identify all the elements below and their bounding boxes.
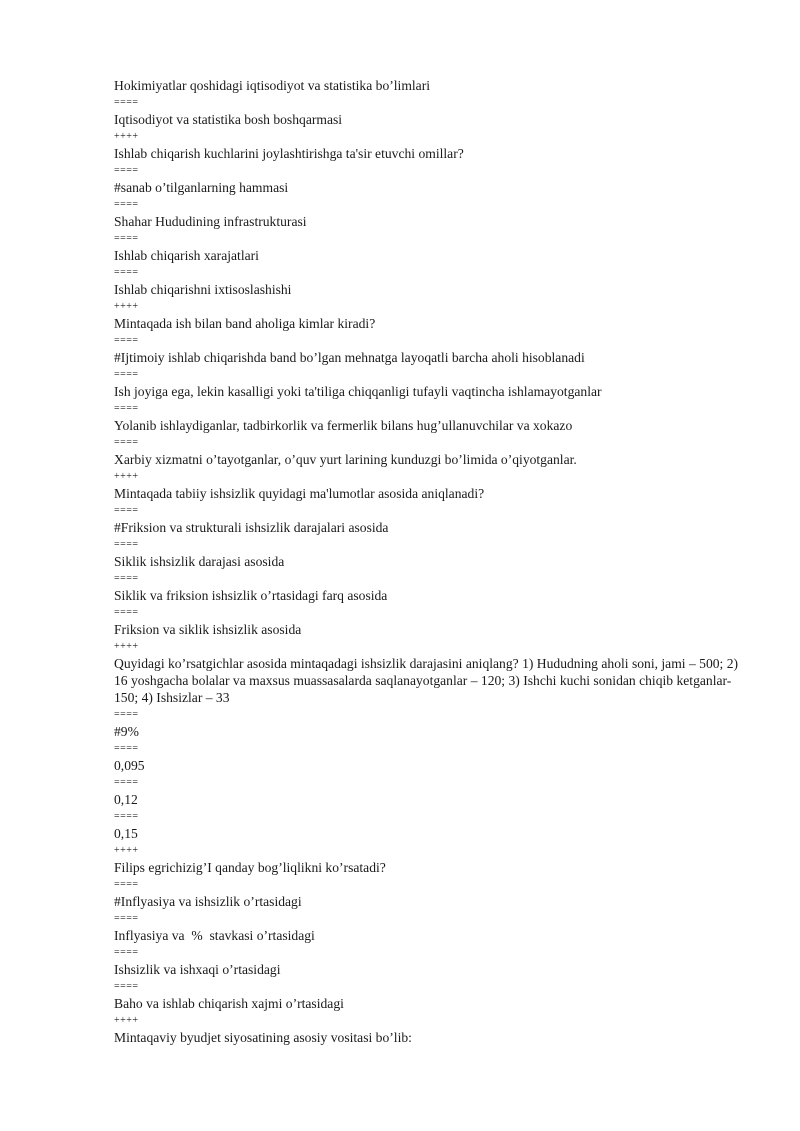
separator-line: ====	[114, 369, 139, 380]
text-line: 0,095	[114, 758, 145, 773]
separator-line: ====	[114, 879, 139, 890]
text-line: Baho va ishlab chiqarish xajmi o’rtasidagi	[114, 996, 344, 1011]
separator-line: ++++	[114, 1015, 139, 1026]
text-line: #Inflyasiya va ishsizlik o’rtasidagi	[114, 894, 302, 909]
text-line: Shahar Hududining infrastrukturasi	[114, 214, 307, 229]
separator-line: ====	[114, 607, 139, 618]
text-line: Ishsizlik va ishxaqi o’rtasidagi	[114, 962, 281, 977]
separator-line: ====	[114, 233, 139, 244]
document-body	[114, 77, 744, 1046]
text-line: Friksion va siklik ishsizlik asosida	[114, 622, 302, 637]
separator-line: ====	[114, 743, 139, 754]
separator-line: ====	[114, 981, 139, 992]
separator-line: ++++	[114, 845, 139, 856]
text-line: #Friksion va strukturali ishsizlik darajalari asosida	[114, 520, 389, 535]
text-line: Inflyasiya va % stavkasi o’rtasidagi	[114, 928, 315, 943]
separator-line: ++++	[114, 471, 139, 482]
separator-line: ++++	[114, 131, 139, 142]
separator-line: ====	[114, 505, 139, 516]
text-line: 0,12	[114, 792, 138, 807]
question-paragraph: Quyidagi ko’rsatgichlar asosida mintaqadagi ishsizlik darajasini aniqlang? 1) Hududning aholi soni, jami – 500; 2) 16 yoshgacha bolalar va maxsus muassasalarda saqlanayotganlar – 120; 3) Ishchi kuchi sonidan chiqib ketganlar-150; 4) Ishsizlar – 33	[114, 656, 739, 705]
text-line: Mintaqada tabiiy ishsizlik quyidagi ma'lumotlar asosida aniqlanadi?	[114, 486, 485, 501]
separator-line: ====	[114, 811, 139, 822]
separator-line: ====	[114, 199, 139, 210]
separator-line: ====	[114, 97, 139, 108]
text-line: Mintaqaviy byudjet siyosatining asosiy vositasi bo’lib:	[114, 1030, 412, 1045]
text-line: Siklik va friksion ishsizlik o’rtasidagi farq asosida	[114, 588, 388, 603]
text-line: #Ijtimoiy ishlab chiqarishda band bo’lgan mehnatga layoqatli barcha aholi hisoblanadi	[114, 350, 585, 365]
text-line: Siklik ishsizlik darajasi asosida	[114, 554, 285, 569]
text-line: 0,15	[114, 826, 138, 841]
separator-line: ====	[114, 267, 139, 278]
separator-line: ====	[114, 573, 139, 584]
text-line: #sanab o’tilganlarning hammasi	[114, 180, 289, 195]
text-line: Mintaqada ish bilan band aholiga kimlar kiradi?	[114, 316, 376, 331]
text-line: Xarbiy xizmatni o’tayotganlar, o’quv yurt larining kunduzgi bo’limida o’qiyotganlar.	[114, 452, 577, 467]
separator-line: ++++	[114, 641, 139, 652]
separator-line: ====	[114, 777, 139, 788]
text-line: Ishlab chiqarish xarajatlari	[114, 248, 259, 263]
text-line: Yolanib ishlaydiganlar, tadbirkorlik va fermerlik bilans hug’ullanuvchilar va xokazo	[114, 418, 573, 433]
separator-line: ++++	[114, 301, 139, 312]
text-line: Ishlab chiqarish kuchlarini joylashtirishga ta'sir etuvchi omillar?	[114, 146, 464, 161]
text-line: Ish joyiga ega, lekin kasalligi yoki ta'tiliga chiqqanligi tufayli vaqtincha ishlamayotganlar	[114, 384, 602, 399]
separator-line: ====	[114, 335, 139, 346]
text-line: Hokimiyatlar qoshidagi iqtisodiyot va statistika bo’limlari	[114, 78, 431, 93]
separator-line: ====	[114, 165, 139, 176]
separator-line: ====	[114, 539, 139, 550]
text-line: Iqtisodiyot va statistika bosh boshqarmasi	[114, 112, 343, 127]
separator-line: ====	[114, 403, 139, 414]
separator-line: ====	[114, 947, 139, 958]
text-line: Ishlab chiqarishni ixtisoslashishi	[114, 282, 292, 297]
separator-line: ====	[114, 437, 139, 448]
separator-line: ====	[114, 913, 139, 924]
separator-line: ====	[114, 709, 139, 720]
text-line: #9%	[114, 724, 139, 739]
text-line: Filips egrichizig’I qanday bog’liqlikni ko’rsatadi?	[114, 860, 386, 875]
